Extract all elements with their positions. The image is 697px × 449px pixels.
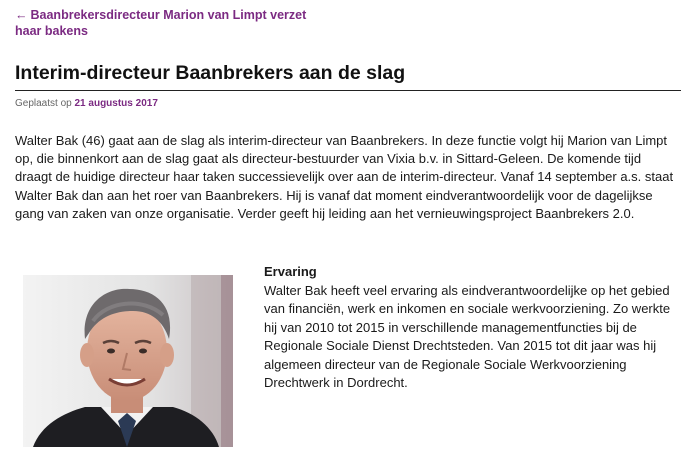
article-title: Interim-directeur Baanbrekers aan de slag	[15, 61, 681, 91]
previous-article-label: Baanbrekersdirecteur Marion van Limpt verzet haar bakens	[15, 8, 307, 38]
meta-prefix: Geplaatst op	[15, 98, 72, 109]
experience-heading: Ervaring	[264, 264, 317, 279]
previous-article-link[interactable]	[15, 7, 335, 39]
experience-section	[264, 263, 684, 393]
portrait-photo	[23, 275, 233, 447]
article-intro: Walter Bak (46) gaat aan de slag als interim-directeur van Baanbrekers. In deze functie volgt hij Marion van Limpt op, die binnenkort aan de slag gaat als directeur-bestuurder van Vixia b.v. in Sittard-Geleen. De komende tijd draagt de huidige directeur haar taken successievelijk over aan de interim-directeur. Vanaf 14 september a.s. staat Walter Bak dan aan het roer van Baanbrekers. Hij is vanaf dat moment eindverantwoordelijk voor de dagelijkse gang van zaken van onze organisatie. Verder geeft hij leiding aan het vernieuwingsproject Baanbrekers 2.0.	[15, 133, 674, 221]
portrait-image	[23, 275, 233, 447]
article-page	[15, 7, 681, 390]
article-meta	[15, 97, 681, 110]
experience-text: Walter Bak heeft veel ervaring als eindverantwoordelijke op het gebied van financiën, werk en inkomen en sociale werkvoorziening. Zo werkte hij van 2010 tot 2015 in verschillende managementfuncties bij de Regionale Sociale Dienst Drechtsteden. Van 2015 tot dit jaar was hij algemeen directeur van de Regionale Sociale Werkvoorziening Drechtwerk in Dordrecht.	[264, 282, 671, 390]
publish-date: 21 augustus 2017	[74, 98, 158, 109]
back-arrow-icon: ←	[15, 8, 28, 22]
